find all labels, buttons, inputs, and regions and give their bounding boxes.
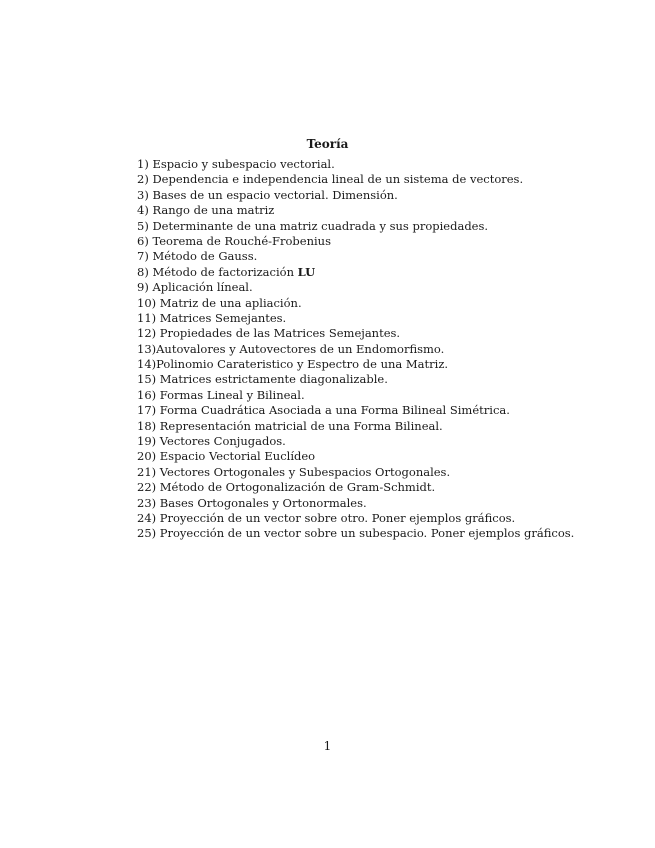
list-item <box>137 372 637 387</box>
list-item-text: 24) Proyección de un vector sobre otro. Poner ejemplos gráficos. <box>137 510 516 525</box>
list-item-text: 18) Representación matricial de una Forma Bilineal. <box>137 418 443 433</box>
list-item <box>137 511 637 526</box>
list-item <box>137 480 637 495</box>
list-item <box>137 449 637 464</box>
list-item-text: 4) Rango de una matriz <box>137 203 275 218</box>
list-item <box>137 388 637 403</box>
topic-list <box>137 157 637 542</box>
list-item <box>137 249 637 264</box>
list-item-text: 15) Matrices estrictamente diagonalizable. <box>137 372 388 387</box>
list-item-text: 14)Polinomio Carateristico y Espectro de una Matriz. <box>137 357 449 372</box>
list-item-text: 16) Formas Lineal y Bilineal. <box>137 387 305 402</box>
list-item-text: 3) Bases de un espacio vectorial. Dimensión. <box>137 187 398 202</box>
list-item-text: 10) Matriz de una apliación. <box>137 295 302 310</box>
list-item-text: 23) Bases Ortogonales y Ortonormales. <box>137 495 367 510</box>
list-item-text: 5) Determinante de una matriz cuadrada y sus propiedades. <box>137 218 489 233</box>
list-item-text: 19) Vectores Conjugados. <box>137 434 286 449</box>
list-item <box>137 296 637 311</box>
list-item <box>137 219 637 234</box>
list-item <box>137 326 637 341</box>
list-item-text: 17) Forma Cuadrática Asociada a una Forma Bilineal Simétrica. <box>137 403 510 418</box>
list-item-text: 25) Proyección de un vector sobre un subespacio. Poner ejemplos gráficos. <box>137 526 575 541</box>
list-item <box>137 203 637 218</box>
list-item <box>137 357 637 372</box>
list-item <box>137 280 637 295</box>
list-item-text: 21) Vectores Ortogonales y Subespacios Ortogonales. <box>137 464 451 479</box>
list-item <box>137 311 637 326</box>
list-item-text: 20) Espacio Vectorial Euclídeo <box>137 449 316 464</box>
list-item <box>137 234 637 249</box>
list-item <box>137 496 637 511</box>
list-item-text: 13)Autovalores y Autovectores de un Endomorfismo. <box>137 341 445 356</box>
list-item-bold-text: LU <box>297 264 316 279</box>
list-item <box>137 465 637 480</box>
list-item-text: 1) Espacio y subespacio vectorial. <box>137 157 335 171</box>
list-item-text: 9) Aplicación líneal. <box>137 280 253 295</box>
list-item-text: 12) Propiedades de las Matrices Semejantes. <box>137 326 401 341</box>
list-item-text: 22) Método de Ortogonalización de Gram-Schmidt. <box>137 480 436 495</box>
list-item <box>137 265 637 280</box>
list-item-text: 11) Matrices Semejantes. <box>137 310 287 325</box>
list-item <box>137 434 637 449</box>
page-title: Teoría <box>306 137 349 151</box>
list-item <box>137 526 637 541</box>
list-item <box>137 172 637 187</box>
page-number: 1 <box>323 739 332 753</box>
list-item <box>137 157 637 172</box>
list-item <box>137 403 637 418</box>
list-item-text: 8) Método de factorización <box>137 264 298 279</box>
list-item <box>137 342 637 357</box>
list-item-text: 2) Dependencia e independencia lineal de un sistema de vectores. <box>137 172 524 187</box>
list-item <box>137 419 637 434</box>
list-item-text: 6) Teorema de Rouché-Frobenius <box>137 233 331 248</box>
list-item <box>137 188 637 203</box>
list-item-text: 7) Método de Gauss. <box>137 249 258 264</box>
